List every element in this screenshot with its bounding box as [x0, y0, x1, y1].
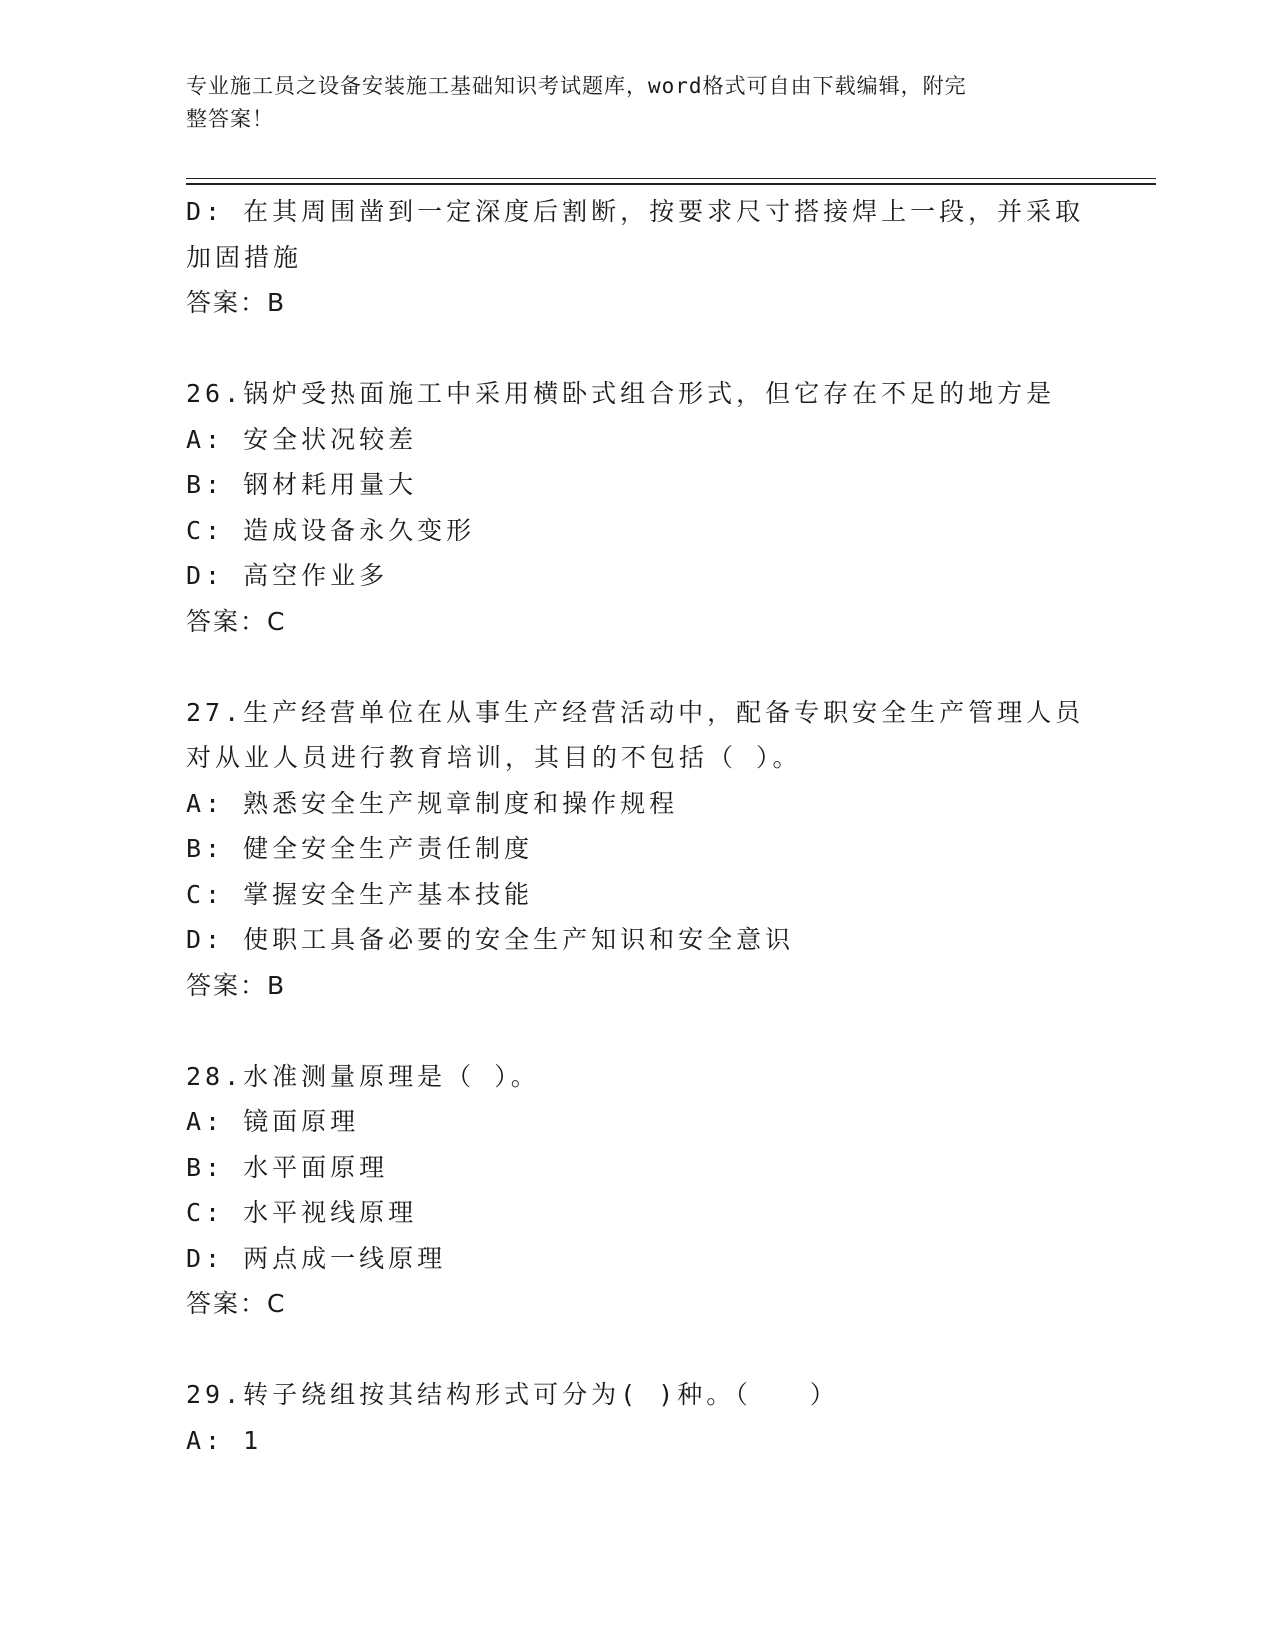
header-line-2: 整答案！	[186, 107, 274, 131]
option-a: A: 熟悉安全生产规章制度和操作规程	[186, 788, 679, 818]
question-stem-line-1: 27.生产经营单位在从事生产经营活动中，配备专职安全生产管理人员	[186, 697, 1085, 727]
question-27	[186, 690, 1086, 1009]
header-divider-thick	[186, 183, 1156, 185]
option-d-line-1: D: 在其周围凿到一定深度后割断，按要求尺寸搭接焊上一段，并采取	[186, 197, 1085, 226]
question-list	[186, 189, 1086, 1463]
option-d: D: 高空作业多	[186, 561, 389, 590]
option-b: B: 钢材耗用量大	[186, 470, 418, 499]
answer-line: 答案：B	[186, 970, 287, 1000]
option-b: B: 水平面原理	[186, 1152, 389, 1182]
answer-line: 答案：C	[186, 606, 287, 636]
question-stem: 28.水准测量原理是（ ）。	[186, 1061, 540, 1091]
question-stem: 26.锅炉受热面施工中采用横卧式组合形式，但它存在不足的地方是	[186, 379, 1056, 408]
option-d: D: 两点成一线原理	[186, 1243, 447, 1273]
option-c: C: 造成设备永久变形	[186, 515, 476, 545]
page-header	[186, 70, 1066, 136]
question-28	[186, 1054, 1086, 1327]
carryover-block	[186, 189, 1086, 326]
option-d: D: 使职工具备必要的安全生产知识和安全意识	[186, 925, 795, 954]
option-b: B: 健全安全生产责任制度	[186, 834, 534, 863]
option-a: A: 镜面原理	[186, 1107, 360, 1136]
option-d-line-2: 加固措施	[186, 242, 303, 272]
question-26	[186, 371, 1086, 644]
option-c: C: 水平视线原理	[186, 1198, 418, 1227]
header-line-1: 专业施工员之设备安装施工基础知识考试题库，word格式可自由下载编辑，附完	[186, 74, 967, 98]
answer-line: 答案：B	[186, 288, 287, 317]
option-a: A: 安全状况较差	[186, 424, 418, 454]
option-a: A: 1	[186, 1425, 263, 1455]
answer-line: 答案：C	[186, 1289, 287, 1318]
question-stem: 29.转子绕组按其结构形式可分为( )种。（ ）	[186, 1380, 839, 1409]
question-stem-line-2: 对从业人员进行教育培训，其目的不包括（ ）。	[186, 743, 802, 772]
header-divider-thin	[186, 178, 1156, 179]
option-c: C: 掌握安全生产基本技能	[186, 879, 534, 909]
question-29	[186, 1372, 1086, 1463]
